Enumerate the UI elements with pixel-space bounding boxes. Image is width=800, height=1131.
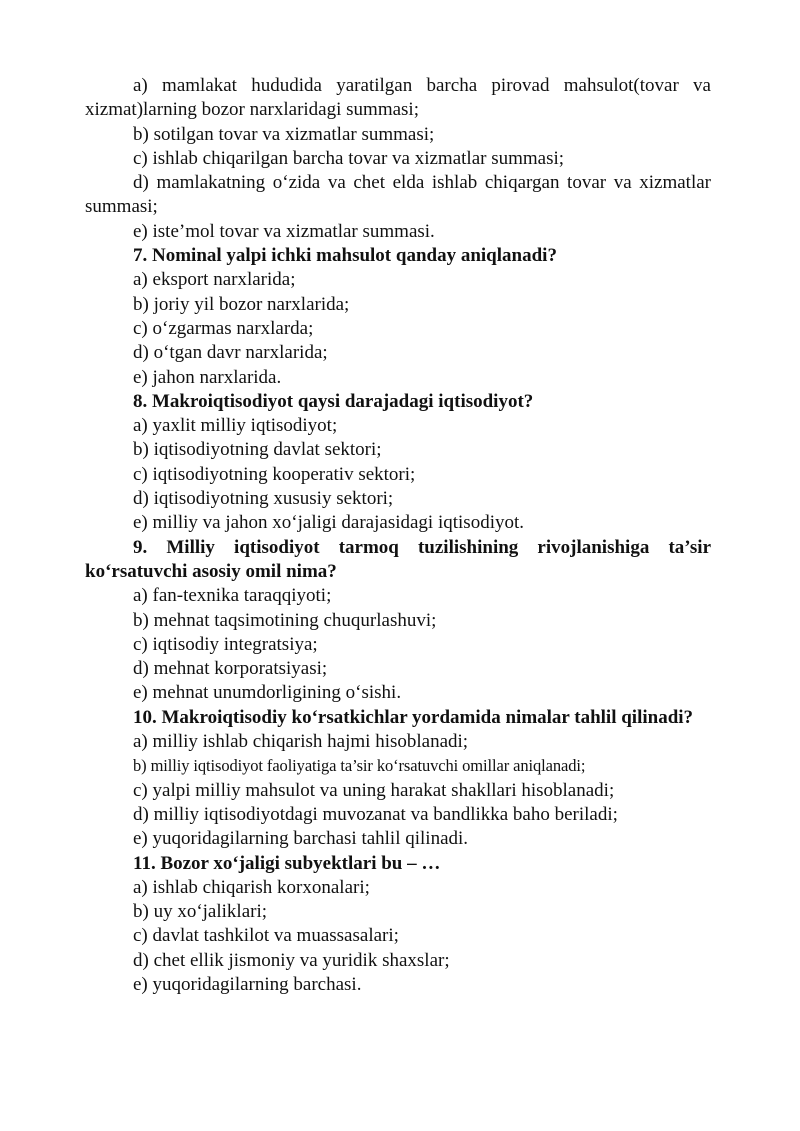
q11-option-d: d) chet ellik jismoniy va yuridik shaxslar;: [133, 949, 450, 971]
q7-option-d: d) o‘tgan davr narxlarida;: [133, 342, 328, 364]
question-10: 10. Makroiqtisodiy ko‘rsatkichlar yordamida nimalar tahlil qilinadi?: [133, 706, 694, 728]
q7-option-c: c) o‘zgarmas narxlarda;: [133, 317, 314, 339]
q8-option-e: e) milliy va jahon xo‘jaligi darajasidagi iqtisodiyot.: [133, 512, 525, 534]
q9-option-d: d) mehnat korporatsiyasi;: [133, 658, 328, 680]
q8-option-d: d) iqtisodiyotning xususiy sektori;: [133, 488, 394, 510]
question-8: 8. Makroiqtisodiyot qaysi darajadagi iqtisodiyot?: [133, 390, 534, 412]
q8-option-a: a) yaxlit milliy iqtisodiyot;: [133, 415, 338, 437]
prev-option-a: a) mamlakat hududida yaratilgan barcha pirovad mahsulot(tovar va xizmat)larning bozor narxlaridagi summasi;: [85, 75, 711, 121]
q9-option-b: b) mehnat taqsimotining chuqurlashuvi;: [133, 609, 437, 631]
q10-option-e: e) yuqoridagilarning barchasi tahlil qilinadi.: [133, 828, 469, 850]
q11-option-a: a) ishlab chiqarish korxonalari;: [133, 876, 370, 898]
q9-option-c: c) iqtisodiy integratsiya;: [133, 633, 318, 655]
q10-option-c: c) yalpi milliy mahsulot va uning harakat shakllari hisoblanadi;: [133, 779, 615, 801]
q10-option-d: d) milliy iqtisodiyotdagi muvozanat va bandlikka baho beriladi;: [133, 803, 618, 825]
q9-option-a: a) fan-texnika taraqqiyoti;: [133, 585, 332, 607]
prev-option-c: c) ishlab chiqarilgan barcha tovar va xizmatlar summasi;: [133, 147, 565, 169]
question-11: 11. Bozor xo‘jaligi subyektlari bu – …: [133, 852, 441, 874]
q11-option-e: e) yuqoridagilarning barchasi.: [133, 973, 362, 995]
q8-option-b: b) iqtisodiyotning davlat sektori;: [133, 439, 382, 461]
q7-option-a: a) eksport narxlarida;: [133, 269, 296, 291]
q10-option-b: b) milliy iqtisodiyot faoliyatiga ta’sir ko‘rsatuvchi omillar aniqlanadi;: [133, 756, 586, 776]
q9-option-e: e) mehnat unumdorligining o‘sishi.: [133, 682, 402, 704]
q10-option-a: a) milliy ishlab chiqarish hajmi hisoblanadi;: [133, 731, 469, 753]
q7-option-b: b) joriy yil bozor narxlarida;: [133, 293, 350, 315]
q11-option-b: b) uy xo‘jaliklari;: [133, 901, 268, 923]
prev-option-b: b) sotilgan tovar va xizmatlar summasi;: [133, 123, 435, 145]
prev-option-d: d) mamlakatning o‘zida va chet elda ishlab chiqargan tovar va xizmatlar summasi;: [85, 172, 711, 218]
prev-option-e: e) iste’mol tovar va xizmatlar summasi.: [133, 220, 435, 242]
q11-option-c: c) davlat tashkilot va muassasalari;: [133, 925, 399, 947]
q7-option-e: e) jahon narxlarida.: [133, 366, 282, 388]
question-9: 9. Milliy iqtisodiyot tarmoq tuzilishining rivojlanishiga ta’sir ko‘rsatuvchi asosiy omil nima?: [85, 536, 711, 582]
q8-option-c: c) iqtisodiyotning kooperativ sektori;: [133, 463, 416, 485]
document-page: [85, 74, 711, 997]
question-7: 7. Nominal yalpi ichki mahsulot qanday aniqlanadi?: [133, 245, 557, 267]
